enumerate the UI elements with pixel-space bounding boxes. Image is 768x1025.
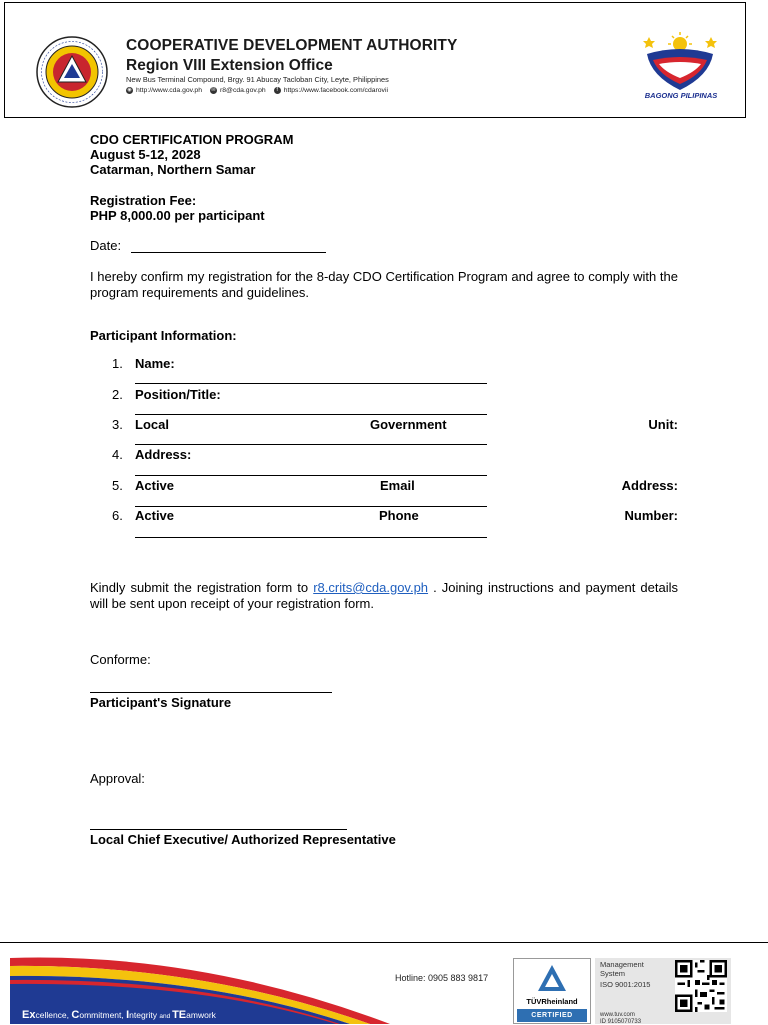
office-address: New Bus Terminal Compound, Brgy. 91 Abucay Tacloban City, Leyte, Philippines [126,75,389,84]
motto-cap: C [71,1009,80,1021]
field-word: Phone [379,508,419,523]
website-text[interactable]: http://www.cda.gov.ph [136,87,202,94]
mail-icon: ✉ [211,87,216,93]
field-word: Address: [621,478,678,493]
bagong-pilipinas-text: BAGONG PILIPINAS [644,91,718,100]
date-field-line[interactable] [131,252,326,253]
footer-divider [0,942,768,943]
tuv-certified-label: CERTIFIED [517,1009,587,1022]
approver-signature-line[interactable] [90,829,347,830]
field-word: Unit: [648,417,678,432]
field-word: Email [380,478,415,493]
program-dates: August 5-12, 2028 [90,147,201,162]
field-number: 5. [112,478,123,493]
fee-value: PHP 8,000.00 per participant [90,208,265,223]
address-field-line[interactable] [135,475,487,476]
bagong-pilipinas-logo-icon [635,30,725,92]
field-word: Number: [624,508,678,523]
facebook-contact[interactable] [274,87,388,94]
field-word: Local [135,417,169,432]
website-contact[interactable] [126,87,202,94]
field-word: Government [370,417,447,432]
field-lgu-label [135,417,678,433]
field-number: 4. [112,447,123,462]
field-label: Position/Title: [135,387,221,402]
hotline-number: Hotline: 0905 883 9817 [395,973,489,983]
lgu-field-line[interactable] [135,444,487,445]
field-address-label [135,447,678,462]
field-number: 1. [112,356,123,371]
contact-line [126,87,388,94]
tuv-name: TÜVRheinland [526,997,578,1006]
field-email-label [135,478,678,494]
facebook-text[interactable]: https://www.facebook.com/cdarovii [283,87,388,94]
office-name: Region VIII Extension Office [126,57,333,74]
program-title: CDO CERTIFICATION PROGRAM [90,132,294,147]
field-position-label [135,387,678,402]
letterhead [4,2,746,118]
submission-instructions [90,580,678,612]
field-number: 2. [112,387,123,402]
field-label: Address: [135,447,192,462]
name-field-line[interactable] [135,383,487,384]
tuv-id-number: ID 9105070733 [600,1019,642,1025]
org-name: COOPERATIVE DEVELOPMENT AUTHORITY [126,37,458,54]
globe-icon: ◉ [127,87,132,93]
field-number: 3. [112,417,123,432]
mgmt-line: Management [600,960,644,969]
phone-field-line[interactable] [135,537,487,538]
submission-text-after: . Joining instructions and payment details will be sent upon receipt of your registration form. [90,580,679,611]
field-word: Active [135,508,175,523]
conforme-label: Conforme: [90,652,151,667]
motto-cap: Ex [22,1009,36,1021]
email-field-line[interactable] [135,506,487,507]
facebook-icon: f [274,87,281,94]
field-number: 6. [112,508,123,523]
submission-email-link[interactable]: r8.crits@cda.gov.ph [313,580,429,595]
footer-motto [22,1009,216,1021]
submission-text-before: Kindly submit the registration form to [90,580,314,595]
cda-seal-icon [36,36,108,108]
motto-cap: TE [172,1009,187,1021]
field-phone-label [135,508,678,524]
field-label: Name: [135,356,175,371]
management-system-label [600,960,644,978]
tuv-website: www.tuv.com [600,1012,635,1018]
email-text[interactable]: r8@cda.gov.ph [220,87,266,94]
participant-signature-line[interactable] [90,692,332,693]
confirmation-statement: I hereby confirm my registration for the 8-day CDO Certification Program and agree to comply with the program requirements and guidelines. [90,269,678,300]
motto-rest: and [159,1013,173,1020]
email-contact[interactable] [210,87,266,94]
participant-signature-label: Participant's Signature [90,695,232,710]
field-word: Active [135,478,175,493]
date-label: Date: [90,238,122,253]
motto-rest: ommitment, [79,1010,127,1020]
motto-rest: cellence, [35,1010,72,1020]
fee-label: Registration Fee: [90,193,197,208]
field-name-label [135,356,678,371]
iso-standard: ISO 9001:2015 [600,980,651,989]
tuv-triangle-icon [536,963,568,995]
participant-info-heading: Participant Information: [90,328,237,343]
motto-rest: ntegrity [129,1010,160,1020]
motto-rest: amwork [186,1010,216,1020]
qr-code-icon[interactable] [675,960,727,1012]
approval-label: Approval: [90,771,145,786]
motto-cap: I [126,1009,130,1021]
position-field-line[interactable] [135,414,487,415]
program-venue: Catarman, Northern Samar [90,162,256,177]
tuv-certification-badge [513,958,591,1024]
mgmt-line: System [600,969,626,978]
approver-signature-label: Local Chief Executive/ Authorized Representative [90,832,396,847]
